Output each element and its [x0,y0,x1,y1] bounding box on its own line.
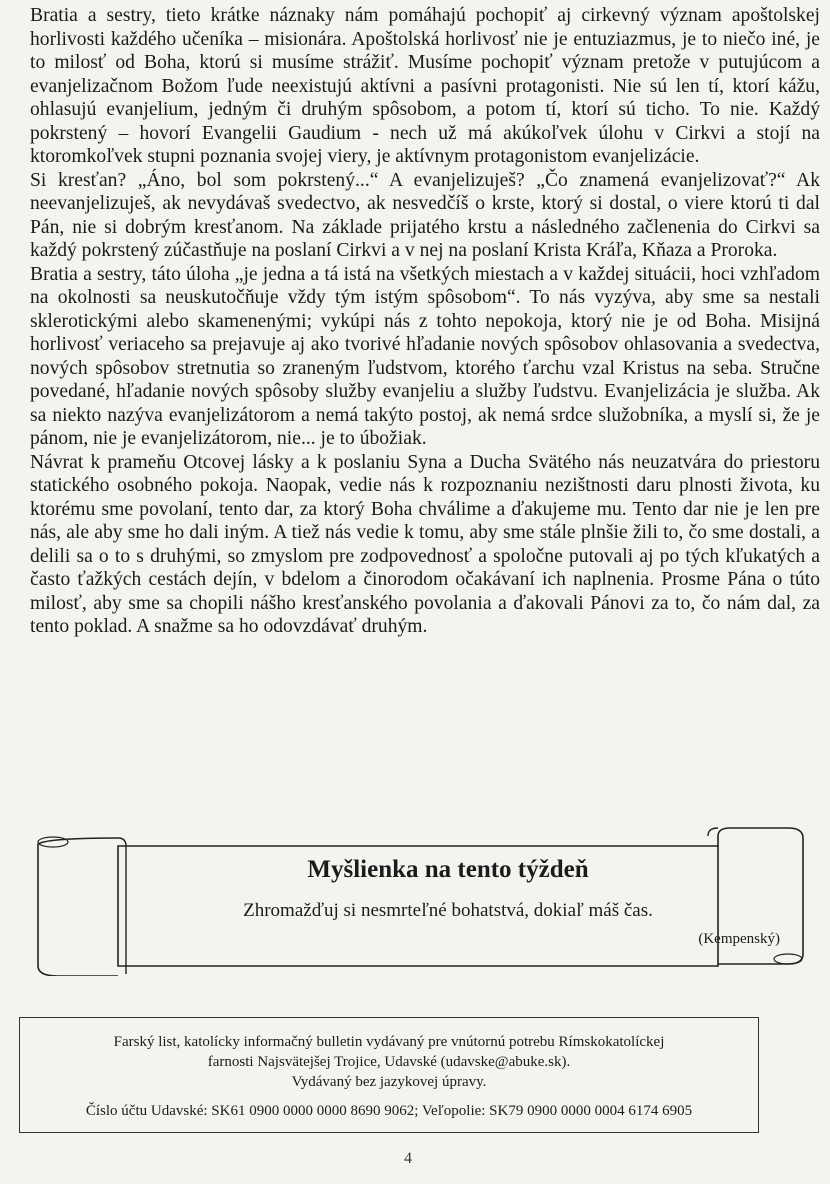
weekly-thought-quote: Zhromažďuj si nesmrteľné bohatstvá, dokiaľ máš čas. [243,900,653,921]
bank-accounts: Číslo účtu Udavské: SK61 0900 0000 0000 8690 9062; Veľopolie: SK79 0900 0000 0004 6174 6905 [85,1103,693,1119]
bulletin-imprint-box [19,1017,759,1133]
weekly-thought-scroll [18,826,818,976]
article-body [30,4,820,639]
paragraph-3: Bratia a sestry, táto úloha „je jedna a tá istá na všetkých miestach a v každej situácii, hoci vzhľadom na okolnosti sa neuskutočňuje vždy tým istým spôsobom“. To nás vyzýva, aby sme sa nestali sklerotickými alebo skamenenými; vykúpi nás z tohto nepokoja, ktorý nie je od Boha. Misijná horlivosť veriaceho sa prejavuje aj ako tvorivé hľadanie nových spôsobov ohlasovania a svedectva, nových spôsobov stretnutia so zraneným ľudstvom, ktorého ťarchu vzal Kristus na seba. Stručne povedané, hľadanie nových spôsoby služby evanjeliu a služby ľudstvu. Evanjelizácia je služba. Ak sa niekto nazýva evanjelizátorom a nemá takýto postoj, ak nemá srdce služobníka, a myslí si, že je pánom, nie je evanjelizátorom, nie... je to úbožiak. [30,263,820,449]
imprint-line-2: farnosti Najsvätejšej Trojice, Udavské (udavske@abuke.sk). [207,1054,571,1070]
weekly-thought-title: Myšlienka na tento týždeň [307,856,589,883]
imprint-line-3: Vydávaný bez jazykovej úpravy. [291,1074,487,1090]
paragraph-1: Bratia a sestry, tieto krátke náznaky nám pomáhajú pochopiť aj cirkevný význam apoštolskej horlivosti každého učeníka – misionára. Apoštolská horlivosť nie je entuziazmus, je to niečo iné, je to milosť od Boha, ktorú si musíme strážiť. Musíme pochopiť význam pretože v putujúcom a evanjelizačnom Božom ľude neexistujú aktívni a pasívni protagonisti. Nie sú len tí, ktorí kážu, ohlasujú evanjelium, jedným či druhým spôsobom, a potom tí, ktorí sú ticho. To nie. Každý pokrstený – hovorí Evangelii Gaudium - nech už má akúkoľvek úlohu v Cirkvi a stojí na ktoromkoľvek stupni poznania svojej viery, je aktívnym protagonistom evanjelizácie. [30,5,820,167]
paragraph-2: Si kresťan? „Áno, bol som pokrstený...“ A evanjelizuješ? „Čo znamená evanjelizovať?“ Ak neevanjelizuješ, ak nevydávaš svedectvo, ak nesvedčíš o krste, ktorý si dostal, o viere ktorú ti dal Pán, nie si dobrým kresťanom. Na základe prijatého krstu a následného začlenenia do Cirkvi sa každý pokrstený zúčastňuje na poslaní Cirkvi a v nej na poslaní Krista Kráľa, Kňaza a Proroka. [30,169,820,261]
paragraph-4: Návrat k prameňu Otcovej lásky a k poslaniu Syna a Ducha Svätého nás neuzatvára do priestoru statického osobného pokoja. Naopak, vedie nás k rozpoznaniu nezištnosti daru plnosti života, ku ktorému sme povolaní, tento dar, za ktorý Boha chválime a ďakujeme mu. Tento dar nie je len pre nás, ale aby sme ho dali iným. A tiež nás vedie k tomu, aby sme stále plnšie žili to, čo sme dostali, a delili sa o to s druhými, so zmyslom pre zodpovednosť a spoločne putovali aj po tých kľukatých a často ťažkých cestách dejín, v bdelom a činorodom očakávaní ich naplnenia. Prosme Pána o túto milosť, aby sme sa chopili nášho kresťanského povolania a ďakovali Pánovi za to, čo nám dal, za tento poklad. A snažme sa ho odovzdávať druhým. [30,451,820,637]
weekly-thought-author: (Kempenský) [698,931,780,947]
imprint-line-1: Farský list, katolícky informačný bulletin vydávaný pre vnútornú potrebu Rímskokatolíckej [113,1034,665,1050]
page-number: 4 [404,1150,412,1167]
